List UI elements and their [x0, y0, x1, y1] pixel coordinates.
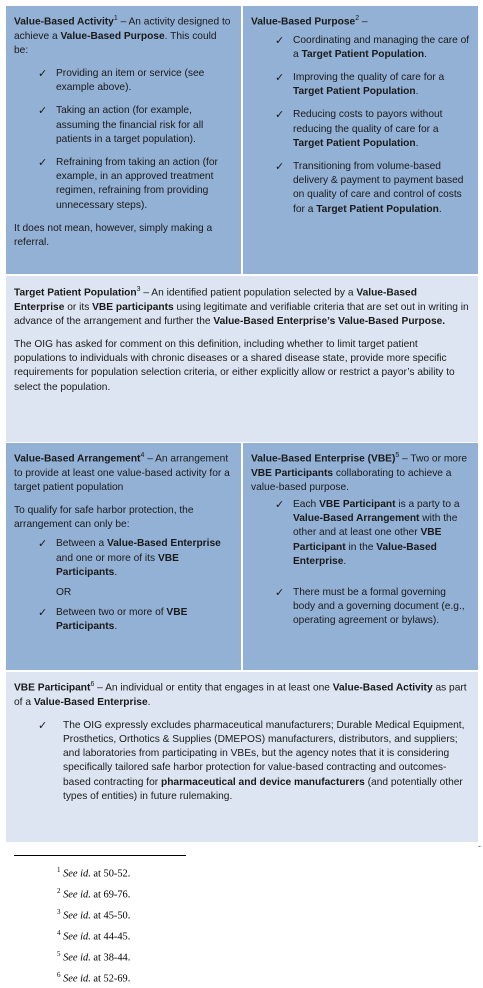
list-item: ✓ Between two or more of VBE Participants.	[38, 607, 188, 633]
checkmark-icon: ✓	[38, 68, 48, 80]
footnote: $^6$ See id. at 52-69.	[57, 970, 131, 985]
checkmark-icon: ✓	[275, 34, 285, 47]
vbarr-qualify: To qualify for safe harbor protection, the arrangement can only be:	[14, 505, 194, 531]
vbe-list	[251, 498, 470, 629]
list-item: ✓ Each VBE Participant is a party to a Value-Based Arrangement with the other and at least one other VBE Participant in the Value-Based Enterprise.	[275, 499, 460, 567]
vbe-definition: Value-Based Enterprise (VBE)$^5$ – Two or more VBE Participants collaborating to achieve a value-based purpose.	[251, 452, 468, 493]
vbarr-list	[14, 537, 233, 580]
vbep-list	[14, 719, 470, 804]
stray-mark: -	[478, 841, 481, 851]
vba-closing: It does not mean, however, simply making a referral.	[14, 222, 213, 249]
checkmark-icon: ✓	[38, 157, 48, 170]
list-item: ✓ Transitioning from volume-based delivery & payment to payment based on quality of care and control of costs for a Target Patient Population.	[275, 161, 464, 215]
footnote: $^2$ See id. at 69-76.	[57, 886, 131, 901]
vbarr-or: OR	[56, 587, 72, 599]
footnote-ref: 3	[136, 286, 141, 293]
list-item: ✓ The OIG expressly excludes pharmaceutical manufacturers; Durable Medical Equipment, Prosthetics, Orthotics & Supplies (DMEPOS) manufacturers, distributors, and suppliers; and laboratories from participating in VBEs, but the agency notes that it is considering specifically tailored safe harbor protection for value-based contracting and outcomes-based contracting for pharmaceutical and device manufacturers (and potentially other types of entities) in future rulemaking.	[38, 719, 465, 802]
list-item: ✓ Reducing costs to payors without reducing the quality of care for a Target Patient Population.	[275, 109, 443, 149]
vbp-term: Value-Based Purpose	[251, 16, 356, 28]
footnotes	[57, 862, 130, 988]
vbe-term: Value-Based Enterprise (VBE)	[251, 453, 396, 465]
footnote: $^4$ See id. at 44-45.	[57, 928, 131, 943]
footnote-ref: 4	[140, 452, 145, 459]
footnote-ref: 2	[355, 15, 360, 22]
vbep-definition: VBE Participant$^6$ – An individual or entity that engages in at least one Value-Based Activity as part of a Value-Based Enterprise.	[14, 681, 467, 708]
checkmark-icon: ✓	[38, 719, 48, 732]
checkmark-icon: ✓	[275, 587, 285, 600]
list-item: ✓ Refraining from taking an action (for example, in an approved treatment regimen, refraining from providing unnecessary steps).	[38, 157, 218, 211]
footnote-ref: 1	[113, 15, 118, 22]
vba-definition: Value-Based Activity$^1$ – An activity designed to achieve a Value-Based Purpose. This could be:	[14, 15, 231, 56]
tpp-comment: The OIG has asked for comment on this definition, including whether to limit target patient populations to individuals with chronic diseases or a shared disease state, provide more specific requirements for population selection criteria, or either explicitly allow or restrict a payor’s ability to select the population.	[14, 339, 455, 393]
list-item: ✓ There must be a formal governing body and a governing document (e.g., operating agreement or bylaws).	[275, 587, 465, 627]
footnote-ref: 5	[395, 452, 400, 459]
vbp-list	[251, 34, 470, 217]
list-item: ✓ Between a Value-Based Enterprise and one or more of its VBE Participants.	[38, 538, 221, 578]
vbp-heading: Value-Based Purpose$^2$ –	[251, 15, 368, 28]
vbe-participant-box	[6, 672, 478, 842]
tpp-term: Target Patient Population	[14, 287, 137, 299]
checkmark-icon: ✓	[275, 72, 285, 84]
value-based-arrangement-box	[6, 443, 241, 670]
checkmark-icon: ✓	[275, 161, 285, 174]
checkmark-icon: ✓	[38, 105, 48, 118]
footnote: $^3$ See id. at 45-50.	[57, 907, 131, 922]
vba-term: Value-Based Activity	[14, 16, 114, 28]
footnote: $^1$ See id. at 50-52.	[57, 866, 131, 880]
list-item: ✓ Taking an action (for example, assuming the financial risk for all patients in a target population).	[38, 105, 204, 145]
vbarr-term: Value-Based Arrangement	[14, 453, 141, 465]
vba-list	[14, 67, 233, 213]
vbep-term: VBE Participant	[14, 682, 91, 694]
list-item: ✓ Improving the quality of care for a Target Patient Population.	[275, 72, 445, 98]
value-based-purpose-box	[243, 6, 478, 274]
tpp-definition: Target Patient Population$^3$ – An identified patient population selected by a Value-Based Enterprise or its VBE participants using legitimate and verifiable criteria that are set out in writing in advance of the arrangement and further the Value-Based Enterprise’s Value-Based Purpose.	[14, 286, 469, 327]
checkmark-icon: ✓	[38, 538, 48, 551]
target-patient-population-box	[6, 276, 478, 442]
value-based-activity-box	[6, 6, 241, 274]
checkmark-icon: ✓	[38, 607, 48, 620]
checkmark-icon: ✓	[275, 499, 285, 511]
list-item: ✓ Coordinating and managing the care of a Target Patient Population.	[275, 34, 470, 60]
list-item: ✓ Providing an item or service (see example above).	[38, 68, 205, 94]
footnote-separator	[14, 855, 186, 856]
footnote: $^5$ See id. at 38-44.	[57, 949, 131, 964]
value-based-enterprise-box	[243, 443, 478, 670]
footnote-ref: 6	[90, 681, 95, 688]
checkmark-icon: ✓	[275, 109, 285, 122]
vbarr-definition: Value-Based Arrangement$^4$ – An arrangement to provide at least one value-based activity for a target patient population	[14, 452, 230, 493]
vbarr-list-2	[14, 606, 233, 634]
